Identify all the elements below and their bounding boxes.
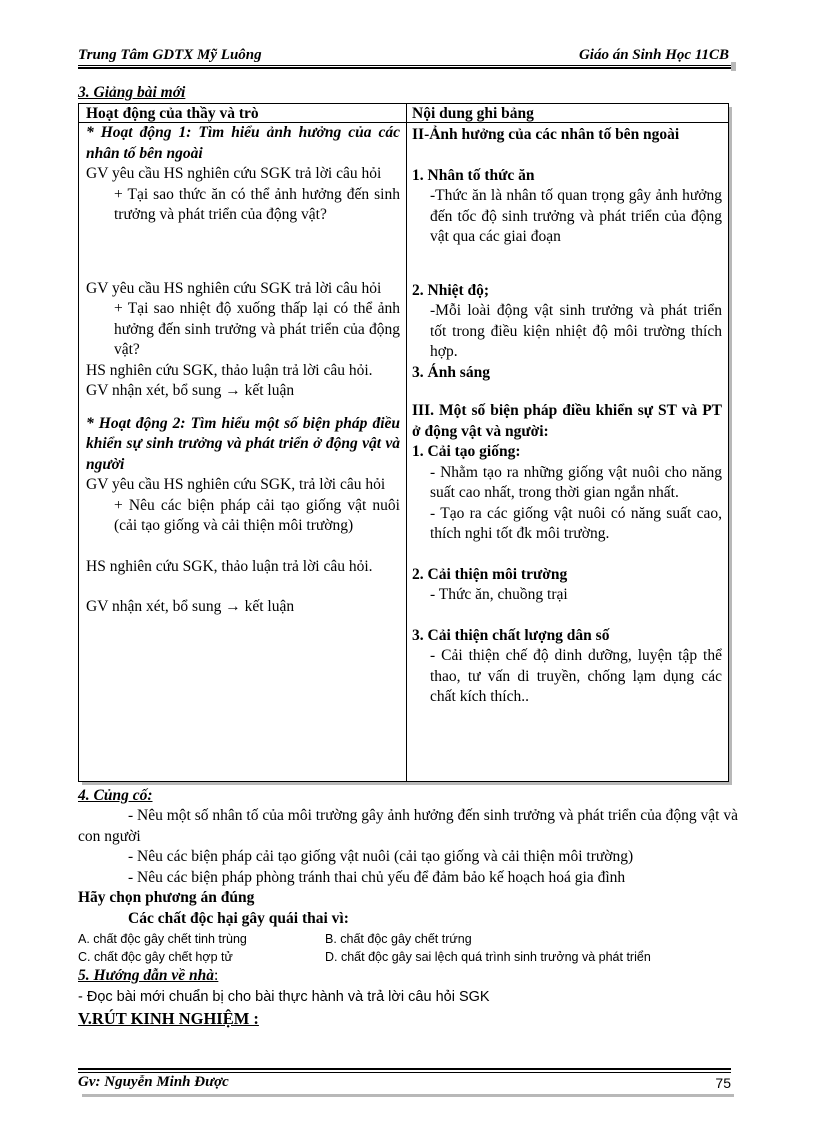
- left-text-2: GV yêu cầu HS nghiên cứu SGK trả lời câu hỏi: [86, 279, 382, 297]
- right-heading-breeding: 1. Cải tạo giống:: [412, 443, 521, 460]
- left-text-3: HS nghiên cứu SGK, thảo luận trả lời câu hỏi.: [86, 361, 373, 379]
- left-question-3: + Nêu các biện pháp cải tạo giống vật nuôi (cải tạo giống và cải thiện môi trường): [114, 496, 400, 534]
- section-5-label: 5. Hướng dẫn về nhà: [78, 967, 215, 984]
- table-shadow-right: [729, 107, 732, 785]
- right-text-breeding-2: - Tạo ra các giống vật nuôi có năng suất cao, thích nghi tốt đk môi trường.: [430, 504, 722, 542]
- header-right: Giáo án Sinh Học 11CB: [578, 47, 729, 63]
- left-text-4: GV nhận xét, bổ sung → kết luận: [86, 382, 295, 399]
- quiz-option-c: C. chất độc gây chết hợp tử: [78, 950, 233, 964]
- footer-shadow: [82, 1094, 734, 1097]
- left-question-2: + Tại sao nhiệt độ xuống thấp lại có thể ảnh hưởng đến sinh trưởng và phát triển của động vật?: [114, 300, 400, 358]
- left-text-6: HS nghiên cứu SGK, thảo luận trả lời câu hỏi.: [86, 557, 373, 575]
- section-3-title: 3. Giảng bài mới: [78, 84, 186, 101]
- table-shadow-bottom: [82, 782, 732, 785]
- section-4-title: 4. Củng cố:: [78, 787, 153, 804]
- quiz-question: Các chất độc hại gây quái thai vì:: [128, 910, 349, 927]
- lesson-table: [78, 103, 729, 782]
- quiz-option-d: D. chất độc gây sai lệch quá trình sinh trưởng và phát triển: [325, 950, 651, 964]
- page-number: 75: [715, 1075, 731, 1091]
- section-6-title: V.RÚT KINH NGHIỆM :: [78, 1009, 259, 1028]
- right-text-food: -Thức ăn là nhân tố quan trọng gây ảnh hưởng đến tốc độ sinh trưởng và phát triển của động vật qua các giai đoạn: [430, 187, 722, 245]
- right-heading-food: 1. Nhân tố thức ăn: [412, 166, 535, 184]
- left-column: [86, 123, 400, 618]
- review-list: [78, 806, 738, 888]
- left-text-5: GV yêu cầu HS nghiên cứu SGK, trả lời câu hỏi: [86, 476, 386, 493]
- section-5-title: [78, 967, 218, 985]
- right-title-3: III. Một số biện pháp điều khiển sự ST và PT ở động vật và người:: [412, 402, 722, 440]
- right-text-environment: - Thức ăn, chuồng trại: [430, 586, 568, 603]
- footer-rule-thick: [78, 1068, 731, 1070]
- section-5-colon: :: [214, 967, 219, 984]
- quiz-prompt: Hãy chọn phương án đúng: [78, 889, 255, 906]
- right-heading-temperature: 2. Nhiệt độ;: [412, 281, 490, 299]
- col1-header: Hoạt động của thầy và trò: [86, 105, 259, 122]
- left-text-1: GV yêu cầu HS nghiên cứu SGK trả lời câu hỏi: [86, 165, 382, 182]
- header-shadow: [731, 62, 736, 71]
- quiz-option-a: A. chất độc gây chết tinh trùng: [78, 932, 247, 946]
- review-item-1: - Nêu một số nhân tố của môi trường gây ảnh hưởng đến sinh trưởng và phát triển của động vật và con người: [78, 807, 738, 845]
- right-text-population: - Cải thiện chế độ dinh dưỡng, luyện tập thể thao, tư vấn di truyền, chống lạm dụng các chất kích thích..: [430, 647, 722, 705]
- col2-header: Nội dung ghi bảng: [412, 105, 534, 122]
- right-column: [412, 125, 722, 708]
- quiz-option-b: B. chất độc gây chết trứng: [325, 932, 472, 946]
- right-text-temperature: -Mỗi loài động vật sinh trưởng và phát triển tốt trong điều kiện nhiệt độ môi trường thích hợp.: [430, 302, 722, 360]
- review-item-3: - Nêu các biện pháp phòng tránh thai chủ yếu để đảm bảo kế hoạch hoá gia đình: [128, 868, 626, 886]
- activity-2-title: * Hoạt động 2: Tìm hiểu một số biện pháp điều khiển sự sinh trưởng và phát triển ở động vật và người: [86, 414, 400, 473]
- header-left: Trung Tâm GDTX Mỹ Luông: [78, 47, 262, 63]
- right-heading-light: 3. Ánh sáng: [412, 363, 490, 381]
- header-rule-thick: [78, 67, 731, 69]
- column-divider: [406, 104, 407, 781]
- right-text-breeding-1: - Nhằm tạo ra những giống vật nuôi cho năng suất cao nhất, trong thời gian ngắn nhất.: [430, 463, 722, 501]
- review-item-2: - Nêu các biện pháp cải tạo giống vật nuôi (cải tạo giống và cải thiện môi trường): [128, 848, 634, 865]
- right-heading-environment: 2. Cải thiện môi trường: [412, 565, 568, 583]
- right-heading-population: 3. Cải thiện chất lượng dân số: [412, 626, 610, 644]
- right-title-2: II-Ảnh hưởng của các nhân tố bên ngoài: [412, 126, 680, 143]
- homework-text: - Đọc bài mới chuẩn bị cho bài thực hành và trả lời câu hỏi SGK: [78, 989, 490, 1005]
- footer-teacher: Gv: Nguyễn Minh Được: [78, 1074, 229, 1090]
- header-rule: [78, 65, 731, 66]
- left-text-7: GV nhận xét, bổ sung → kết luận: [86, 598, 295, 615]
- left-question-1: + Tại sao thức ăn có thể ảnh hưởng đến sinh trưởng và phát triển của động vật?: [114, 185, 400, 223]
- footer-rule: [78, 1072, 731, 1073]
- activity-1-title: * Hoạt động 1: Tìm hiểu ảnh hưởng của các nhân tố bên ngoài: [86, 124, 400, 162]
